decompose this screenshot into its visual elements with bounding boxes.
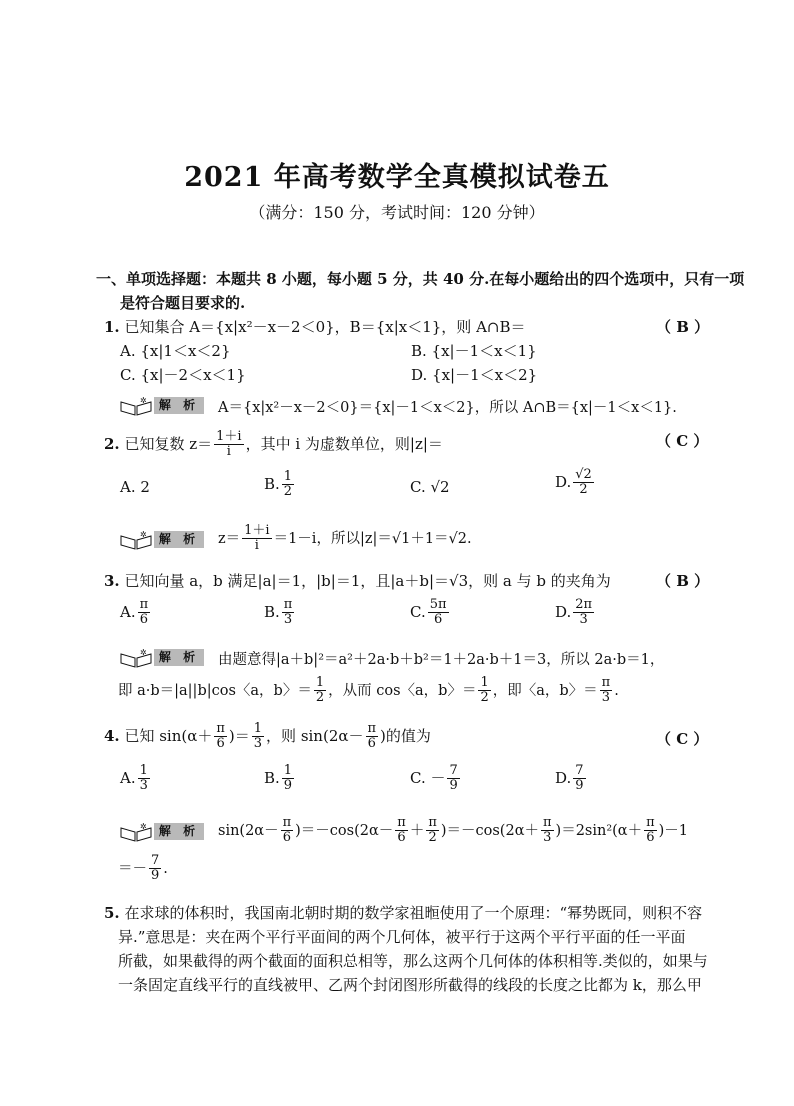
question-3-solution-line1: 由题意得|a＋b|²＝a²＋2a·b＋b²＝1＋2a·b＋1＝3，所以 2a·b＝1， (218, 652, 665, 668)
question-2-stem: 2. 已知复数 z＝ $\frac{1+i}{i}$ ，其中 i 为虚数单位，则|z|＝ (104, 429, 443, 460)
question-1-answer: （ B ） (656, 318, 710, 336)
question-1-solution: A＝{x|x²－x－2＜0}＝{x|－1＜x＜2}，所以 A∩B＝{x|－1＜x＜1}. (218, 400, 677, 416)
solution-badge: ✲ 解 析 (118, 819, 208, 843)
svg-text:✲: ✲ (140, 530, 147, 539)
page-subtitle: （满分：150 分，考试时间：120 分钟） (249, 203, 545, 222)
question-3-stem: 3. 已知向量 a，b 满足|a|＝1，|b|＝1，且|a＋b|＝√3，则 a 与 b 的夹角为 (104, 572, 611, 590)
solution-badge: ✲ 解 析 (118, 393, 208, 417)
page-title: 2021 年高考数学全真模拟试卷五 (184, 162, 610, 193)
question-2-option-a: A. 2 (120, 478, 150, 496)
question-4-solution-line1: sin(2α－ $\frac{\pi}{6}$ )＝－cos(2α－ $\frac{\pi}{6}$ ＋ $\frac{\pi}{2}$ )＝－cos(2α＋ $\frac{\pi}{3}$ )＝2sin²(α＋ $\frac{\pi}{6}$ )－1 (218, 815, 689, 846)
question-1-option-c: C. {x|－2＜x＜1} (120, 366, 246, 384)
question-1-option-d: D. {x|－1＜x＜2} (411, 366, 538, 384)
solution-badge: ✲ 解 析 (118, 527, 208, 551)
question-4-answer: （ C ） (656, 730, 709, 748)
question-3-option-b: B. $\frac{\pi}{3}$ (264, 597, 293, 628)
question-2-solution: z＝ $\frac{1+i}{i}$ ＝1－i，所以|z|＝√1＋1＝√2. (218, 523, 472, 554)
question-1-stem: 1. 已知集合 A＝{x|x²－x－2＜0}，B＝{x|x＜1}，则 A∩B＝ (104, 318, 526, 336)
question-3-option-d: D. $\frac{2\pi}{3}$ (555, 597, 593, 628)
question-4-stem: 4. 已知 sin(α＋ $\frac{\pi}{6}$ )＝ $\frac{1}{3}$ ，则 sin(2α－ $\frac{\pi}{6}$ )的值为 (104, 721, 431, 752)
book-icon (120, 648, 152, 668)
svg-text:✲: ✲ (140, 822, 147, 831)
question-2-option-c: C. √2 (410, 478, 450, 496)
question-3-solution-line2: 即 a·b＝|a||b|cos〈a，b〉＝ $\frac{1}{2}$ ，从而 cos〈a，b〉＝ $\frac{1}{2}$ ，即〈a，b〉＝ $\frac{\pi}{3}$ . (118, 675, 619, 706)
question-4-option-b: B. $\frac{1}{9}$ (264, 763, 293, 794)
question-3-option-a: A. $\frac{\pi}{6}$ (120, 597, 149, 628)
question-4-option-d: D. $\frac{7}{9}$ (555, 763, 584, 794)
question-5-line2: 异.”意思是：夹在两个平行平面间的两个几何体，被平行于这两个平行平面的任一平面 (118, 928, 686, 946)
svg-text:✲: ✲ (140, 648, 147, 657)
section-heading-cont: 是符合题目要求的. (120, 294, 246, 312)
book-icon (120, 822, 152, 842)
svg-text:✲: ✲ (140, 396, 147, 405)
question-5-line1: 5. 在求球的体积时，我国南北朝时期的数学家祖暅使用了一个原理：“幂势既同，则积不容 (104, 904, 703, 922)
solution-badge: ✲ 解 析 (118, 645, 208, 669)
section-heading: 一、单项选择题：本题共 8 小题，每小题 5 分，共 40 分.在每小题给出的四个选项中，只有一项 (96, 270, 745, 288)
question-5-line4: 一条固定直线平行的直线被甲、乙两个封闭图形所截得的线段的长度之比都为 k，那么甲 (118, 976, 702, 994)
question-2-option-b: B. $\frac{1}{2}$ (264, 469, 293, 500)
question-2-option-d: D. $\frac{√2}{2}$ (555, 467, 592, 498)
question-3-answer: （ B ） (656, 572, 710, 590)
question-3-option-c: C. $\frac{5\pi}{6}$ (410, 597, 447, 628)
book-icon (120, 530, 152, 550)
question-1-option-b: B. {x|－1＜x＜1} (411, 342, 537, 360)
question-4-option-c: C. － $\frac{7}{9}$ (410, 763, 458, 794)
question-5-line3: 所截，如果截得的两个截面的面积总相等，那么这两个几何体的体积相等.类似的，如果与 (118, 952, 708, 970)
question-1-option-a: A. {x|1＜x＜2} (120, 342, 231, 360)
question-4-option-a: A. $\frac{1}{3}$ (120, 763, 148, 794)
book-icon (120, 396, 152, 416)
question-4-solution-line2: ＝－ $\frac{7}{9}$ . (118, 853, 168, 884)
question-2-answer: （ C ） (656, 432, 709, 450)
